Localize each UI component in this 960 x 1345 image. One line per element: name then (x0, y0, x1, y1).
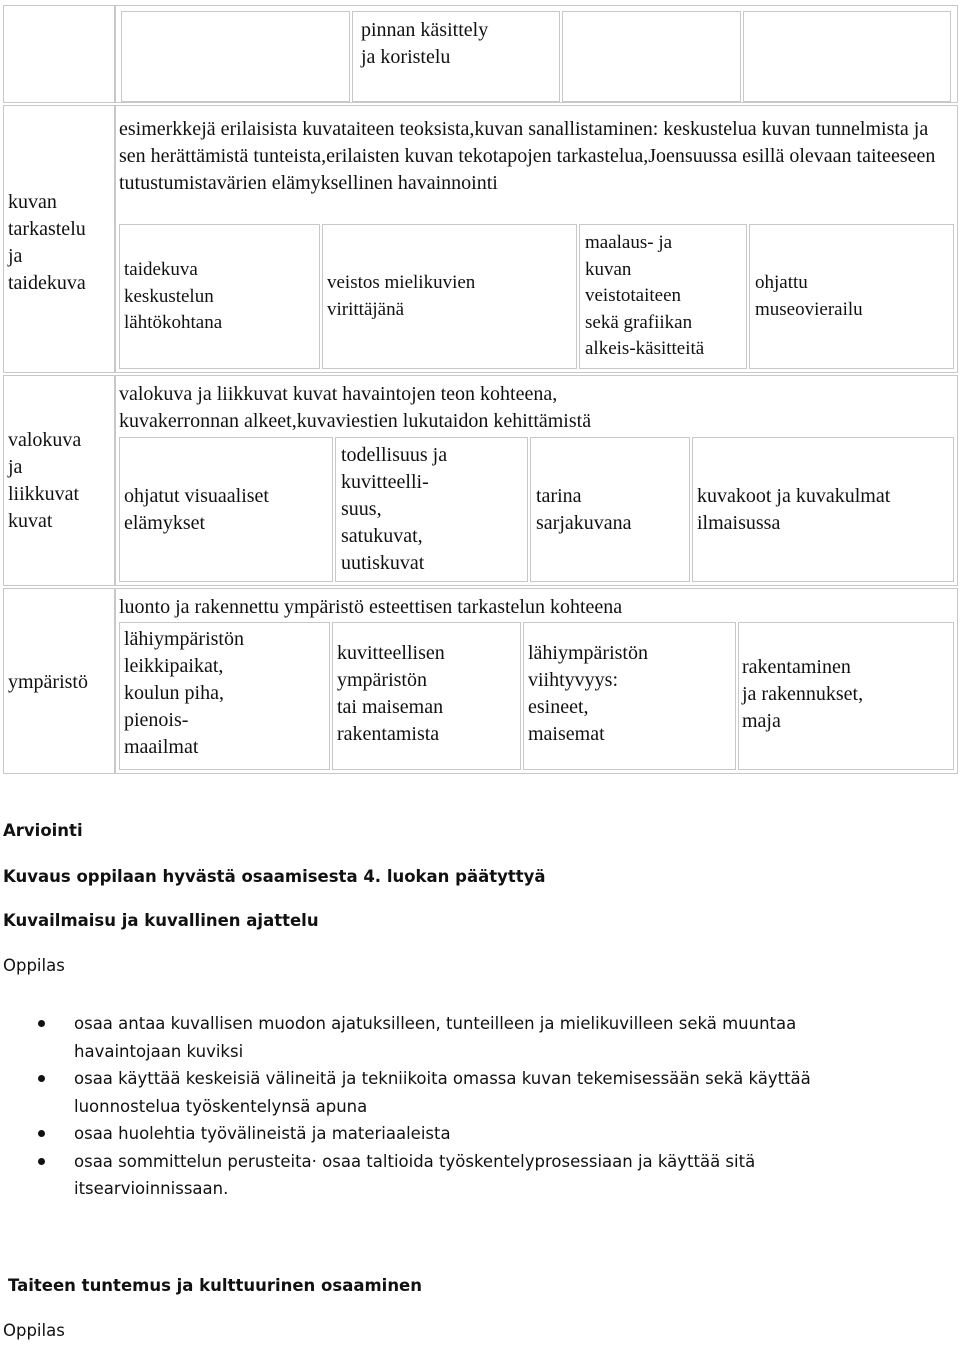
heading-kuvaus: Kuvaus oppilaan hyvästä osaamisesta 4. luokan päätyttyä (3, 867, 546, 886)
sub-cell-text: tarina sarjakuvana (536, 485, 632, 534)
row-label: ympäristö (8, 671, 88, 693)
label-oppilas: Oppilas (3, 1321, 65, 1340)
row-description: valokuva ja liikkuvat kuvat havaintojen teon kohteena, kuvakerronnan alkeet,kuvaviestien lukutaidon kehittämistä (119, 383, 592, 432)
row-label: valokuva ja liikkuvat kuvat (8, 429, 82, 532)
criteria-list (0, 1010, 900, 1203)
sub-cell-text: taidekuva keskustelun lähtökohtana (124, 259, 223, 333)
sub-cell-text: todellisuus ja kuvitteelli- suus, satukuvat, uutiskuvat (341, 444, 448, 574)
table-cell-row0-left (3, 5, 115, 103)
heading-taiteen: Taiteen tuntemus ja kulttuurinen osaaminen (8, 1276, 422, 1295)
sub-cell-text: lähiympäristön viihtyvyys: esineet, maisemat (528, 642, 648, 745)
sub-cell-text: kuvitteellisen ympäristön tai maiseman rakentamista (337, 642, 445, 745)
sub-cell-text: ohjattu museovierailu (755, 272, 863, 320)
row-description: luonto ja rakennettu ympäristö esteettisen tarkastelun kohteena (119, 596, 623, 618)
sub-cell-text: rakentaminen ja rakennukset, maja (742, 656, 864, 732)
sub-cell-text: veistos mielikuvien virittäjänä (327, 272, 476, 320)
list-item: osaa antaa kuvallisen muodon ajatuksilleen, tunteilleen ja mielikuvilleen sekä muuntaa havaintojaan kuviksi (0, 1010, 900, 1065)
table-cell-text: pinnan käsittely ja koristelu (361, 19, 489, 68)
row-label: kuvan tarkastelu ja taidekuva (8, 191, 86, 294)
sub-cell-text: ohjatut visuaaliset elämykset (124, 485, 269, 534)
list-item: osaa käyttää keskeisiä välineitä ja tekniikoita omassa kuvan tekemisessään sekä käyttää luonnostelua työskentelynsä apuna (0, 1065, 900, 1120)
row-description: esimerkkejä erilaisista kuvataiteen teoksista,kuvan sanallistaminen: keskustelua kuvan tunnelmista ja sen herättämistä tunteista,erilaisten kuvan tekotapojen tarkastelua,Joensuussa esillä olevaan taiteeseen tutustumistavärien elämyksellinen havainnointi (119, 118, 936, 194)
label-oppilas: Oppilas (3, 956, 65, 975)
list-item: osaa huolehtia työvälineistä ja materiaaleista (0, 1120, 900, 1148)
list-item: osaa sommittelun perusteita· osaa taltioida työskentelyprosessiaan ja käyttää sitä itsearvioinnissaan. (0, 1148, 900, 1203)
heading-arviointi: Arviointi (3, 821, 83, 840)
sub-cell-text: kuvakoot ja kuvakulmat ilmaisussa (697, 485, 891, 534)
heading-kuvailmaisu: Kuvailmaisu ja kuvallinen ajattelu (3, 911, 319, 930)
sub-cell-text: maalaus- ja kuvan veistotaiteen sekä grafiikan alkeis-käsitteitä (585, 232, 705, 359)
table-cell-row0-d (743, 11, 951, 102)
table-cell-row0-c (562, 11, 741, 102)
table-cell-row0-a (121, 11, 350, 102)
sub-cell-text: lähiympäristön leikkipaikat, koulun piha, pienois- maailmat (124, 628, 244, 758)
